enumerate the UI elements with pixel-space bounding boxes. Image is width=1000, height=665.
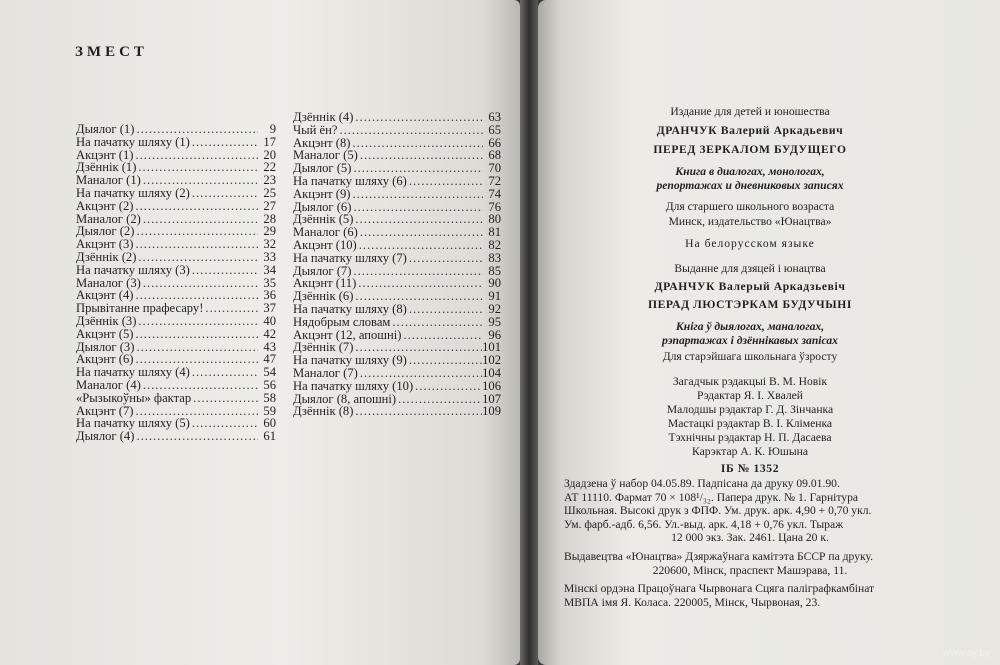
toc-entry-title: Акцэнт (3) bbox=[76, 237, 134, 252]
toc-entry bbox=[293, 124, 501, 137]
toc-entry-title: Акцэнт (2) bbox=[76, 198, 134, 213]
printer-line: Мінскі ордэна Працоўнага Чырвонага Сцяга паліграфкамбінат bbox=[564, 582, 875, 595]
toc-entry-page: 22 bbox=[263, 160, 276, 175]
toc-entry-leader bbox=[358, 367, 482, 380]
toc-entry bbox=[76, 123, 276, 136]
toc-entry-page: 70 bbox=[488, 161, 501, 176]
toc-entry-leader bbox=[358, 226, 483, 239]
toc-entry-page: 68 bbox=[488, 148, 501, 163]
toc-entry-title: Дзённік (4) bbox=[293, 110, 354, 124]
toc-entry-title: Дзённік (7) bbox=[293, 340, 354, 355]
by-title: ПЕРАД ЛЮСТЭРКАМ БУДУЧЫНІ bbox=[647, 298, 852, 311]
toc-entry-page: 43 bbox=[263, 339, 276, 354]
toc-entry-page: 36 bbox=[263, 288, 276, 303]
toc-entry-page: 32 bbox=[263, 237, 276, 252]
toc-entry-title: Дыялог (8, апошні) bbox=[293, 391, 397, 406]
toc-entry-title: Нядобрым словам bbox=[293, 314, 391, 329]
toc-entry-title: Акцэнт (7) bbox=[76, 403, 134, 418]
book-gutter bbox=[520, 0, 538, 665]
printer-line: МВПА імя Я. Коласа. 220005, Мінск, Чырвоная, 23. bbox=[564, 595, 821, 609]
toc-entry-page: 23 bbox=[263, 173, 276, 188]
toc-entry-title: Акцэнт (5) bbox=[76, 326, 134, 341]
toc-entry-leader bbox=[356, 277, 483, 290]
toc-entry-page: 82 bbox=[488, 237, 501, 252]
toc-entry-leader bbox=[133, 200, 258, 213]
ru-language-line: На белорусском языке bbox=[685, 237, 815, 250]
toc-entry-title: Дыялог (2) bbox=[76, 224, 135, 239]
print-spec-line: Здадзена ў набор 04.05.89. Падпісана да друку 09.01.90. bbox=[564, 477, 840, 490]
toc-entry-page: 20 bbox=[263, 147, 276, 162]
toc-entry-leader bbox=[351, 265, 483, 278]
toc-entry bbox=[76, 379, 276, 392]
by-subtitle-line-1: Кніга ў дыялогах, маналогах, bbox=[675, 320, 825, 333]
toc-entry-page: 109 bbox=[482, 404, 501, 419]
ru-title: ПЕРЕД ЗЕРКАЛОМ БУДУЩЕГО bbox=[653, 143, 847, 156]
toc-entry bbox=[76, 136, 276, 149]
toc-entry-page: 101 bbox=[482, 340, 501, 355]
toc-entry-leader bbox=[190, 187, 258, 200]
toc-entry-leader bbox=[413, 380, 482, 393]
print-spec-line: АТ 11110. Фармат 70 × 108¹/₃₂. Папера друк. № 1. Гарнітура bbox=[564, 490, 859, 504]
toc-entry bbox=[76, 315, 276, 328]
toc-entry-leader bbox=[351, 201, 483, 214]
toc-entry-leader bbox=[136, 161, 258, 174]
toc-entry-leader bbox=[191, 392, 258, 405]
toc-entry bbox=[293, 367, 501, 380]
toc-entry-leader bbox=[141, 379, 258, 392]
toc-entry-leader bbox=[401, 329, 483, 342]
toc-entry-page: 96 bbox=[488, 327, 501, 342]
toc-entry-leader bbox=[353, 405, 482, 418]
toc-entry-title: «Рызыкоўны» фактар bbox=[76, 390, 192, 405]
toc-entry-title: Дыялог (1) bbox=[76, 122, 135, 136]
toc-entry-title: Дзённік (2) bbox=[76, 249, 137, 264]
toc-entry-title: Акцэнт (1) bbox=[76, 147, 134, 162]
toc-entry-page: 17 bbox=[263, 134, 276, 149]
toc-entry-title: Маналог (2) bbox=[76, 211, 141, 226]
toc-entry bbox=[76, 187, 276, 200]
toc-entry-page: 106 bbox=[482, 378, 501, 393]
toc-entry-page: 80 bbox=[488, 212, 501, 227]
toc-entry-title: Дзённік (5) bbox=[293, 212, 354, 227]
toc-entry-page: 54 bbox=[263, 365, 276, 380]
toc-entry-leader bbox=[203, 302, 258, 315]
ru-publisher-line: Минск, издательство «Юнацтва» bbox=[668, 215, 832, 228]
editor-line-5: Тэхнічны рэдактар Н. П. Дасаева bbox=[668, 431, 832, 444]
toc-entry bbox=[76, 264, 276, 277]
toc-entry-leader bbox=[407, 303, 483, 316]
printer-block bbox=[564, 582, 936, 609]
ru-author: ДРАНЧУК Валерий Аркадьевич bbox=[656, 124, 844, 137]
by-author: ДРАНЧУК Валерый Аркадзьевіч bbox=[654, 280, 846, 293]
editor-line-6: Карэктар А. К. Юшына bbox=[692, 445, 808, 458]
ru-age-line: Для старшего школьного возраста bbox=[665, 200, 835, 213]
toc-entry-page: 104 bbox=[482, 365, 501, 380]
toc-entry-title: На пачатку шляху (9) bbox=[293, 353, 407, 368]
toc-entry bbox=[76, 392, 276, 405]
toc-entry-leader bbox=[390, 316, 483, 329]
toc-entry-page: 92 bbox=[488, 301, 501, 316]
toc-entry-title: Акцэнт (4) bbox=[76, 288, 134, 303]
toc-entry-page: 63 bbox=[488, 110, 501, 124]
toc-entry-title: На пачатку шляху (3) bbox=[76, 262, 190, 277]
toc-entry-leader bbox=[133, 328, 258, 341]
toc-entry bbox=[293, 188, 501, 201]
toc-entry-page: 74 bbox=[488, 186, 501, 201]
toc-entry-title: Акцэнт (8) bbox=[293, 135, 351, 150]
toc-entry-title: Дзённік (1) bbox=[76, 160, 137, 175]
toc-entry-title: Дыялог (6) bbox=[293, 199, 352, 214]
toc-entry-page: 102 bbox=[482, 353, 501, 368]
ib-number: ІБ № 1352 bbox=[720, 462, 780, 475]
toc-entry-title: Акцэнт (12, апошні) bbox=[293, 327, 402, 342]
toc-entry-page: 59 bbox=[263, 403, 276, 418]
toc-entry-title: Дзённік (3) bbox=[76, 313, 137, 328]
toc-column-2 bbox=[293, 111, 501, 418]
toc-entry bbox=[293, 303, 501, 316]
toc-entry-leader bbox=[358, 149, 483, 162]
toc-entry-page: 27 bbox=[263, 198, 276, 213]
toc-entry-title: Дыялог (5) bbox=[293, 161, 352, 176]
toc-entry-leader bbox=[407, 354, 482, 367]
toc-entry-title: Маналог (5) bbox=[293, 148, 358, 163]
toc-entry-page: 35 bbox=[263, 275, 276, 290]
toc-entry-page: 42 bbox=[263, 326, 276, 341]
toc-entry-title: Маналог (3) bbox=[76, 275, 141, 290]
toc-entry-leader bbox=[141, 213, 258, 226]
ru-audience-line: Издание для детей и юношества bbox=[670, 105, 830, 118]
toc-entry-title: На пачатку шляху (6) bbox=[293, 173, 407, 188]
toc-entry-leader bbox=[134, 341, 258, 354]
toc-entry-page: 47 bbox=[263, 352, 276, 367]
toc-entry-leader bbox=[350, 137, 483, 150]
toc-entry-page: 91 bbox=[488, 289, 501, 304]
toc-entry-leader bbox=[141, 277, 258, 290]
toc-entry-title: На пачатку шляху (5) bbox=[76, 416, 190, 431]
toc-entry bbox=[293, 239, 501, 252]
toc-entry-page: 37 bbox=[263, 301, 276, 316]
toc-entry bbox=[293, 380, 501, 393]
toc-entry-title: На пачатку шляху (7) bbox=[293, 250, 407, 265]
toc-entry-leader bbox=[190, 264, 258, 277]
toc-entry-title: Маналог (6) bbox=[293, 225, 358, 240]
toc-column-1 bbox=[76, 123, 276, 443]
toc-entry bbox=[76, 430, 276, 443]
toc-entry bbox=[293, 111, 501, 124]
toc-entry-page: 29 bbox=[263, 224, 276, 239]
toc-entry-title: На пачатку шляху (1) bbox=[76, 134, 190, 149]
toc-entry-page: 76 bbox=[488, 199, 501, 214]
by-audience-line: Выданне для дзяцей і юнацтва bbox=[674, 262, 826, 275]
toc-entry-title: На пачатку шляху (10) bbox=[293, 378, 414, 393]
toc-entry-title: Дыялог (4) bbox=[76, 429, 135, 444]
toc-entry bbox=[293, 175, 501, 188]
toc-entry-title: На пачатку шляху (8) bbox=[293, 301, 407, 316]
toc-entry-leader bbox=[190, 417, 258, 430]
publisher-line: 220600, Мінск, праспект Машэрава, 11. bbox=[652, 563, 848, 577]
print-specs-block bbox=[564, 477, 936, 545]
toc-entry-leader bbox=[134, 123, 258, 136]
toc-entry-page: 90 bbox=[488, 276, 501, 291]
toc-entry-title: Акцэнт (10) bbox=[293, 237, 357, 252]
toc-entry-page: 81 bbox=[488, 225, 501, 240]
toc-entry-page: 107 bbox=[482, 391, 501, 406]
toc-entry-leader bbox=[357, 239, 483, 252]
contents-heading: ЗМЕСТ bbox=[75, 44, 148, 60]
toc-entry bbox=[293, 316, 501, 329]
ru-subtitle-line-1: Книга в диалогах, монологах, bbox=[675, 165, 825, 178]
toc-entry-leader bbox=[134, 225, 258, 238]
by-age-line: Для старэйшага школьнага ўзросту bbox=[662, 350, 838, 363]
by-subtitle-line-2: рэпартажах і дзённікавых запісах bbox=[662, 334, 838, 347]
publisher-line: Выдавецтва «Юнацтва» Дзяржаўнага камітэта БССР па друку. bbox=[564, 550, 873, 563]
toc-entry-leader bbox=[190, 136, 258, 149]
toc-entry-page: 72 bbox=[488, 173, 501, 188]
editor-line-2: Рэдактар Я. І. Хвалей bbox=[697, 389, 803, 402]
toc-entry-leader bbox=[134, 430, 258, 443]
toc-entry-title: На пачатку шляху (4) bbox=[76, 365, 190, 380]
toc-entry-page: 83 bbox=[488, 250, 501, 265]
toc-entry-leader bbox=[350, 188, 483, 201]
toc-entry-page: 66 bbox=[488, 135, 501, 150]
toc-entry-leader bbox=[133, 149, 258, 162]
toc-entry-title: На пачатку шляху (2) bbox=[76, 185, 190, 200]
toc-entry-title: Дыялог (3) bbox=[76, 339, 135, 354]
toc-entry-page: 9 bbox=[269, 122, 276, 136]
toc-entry-leader bbox=[396, 393, 482, 406]
toc-entry bbox=[76, 328, 276, 341]
ru-subtitle-line-2: репортажах и дневниковых записях bbox=[656, 179, 844, 192]
toc-entry bbox=[293, 252, 501, 265]
toc-entry bbox=[76, 200, 276, 213]
editor-line-4: Мастацкі рэдактар В. І. Кліменка bbox=[667, 417, 833, 430]
editor-line-1: Загадчык рэдакцыі В. М. Новік bbox=[672, 375, 828, 388]
print-spec-line: Ум. фарб.-адб. 6,56. Ул.-выд. арк. 4,18 + 0,76 укл. Тыраж bbox=[564, 517, 844, 531]
toc-entry-page: 34 bbox=[263, 262, 276, 277]
toc-entry-leader bbox=[133, 238, 258, 251]
toc-entry-page: 40 bbox=[263, 313, 276, 328]
watermark: www.ay.by bbox=[942, 648, 990, 659]
toc-entry-leader bbox=[190, 366, 258, 379]
toc-entry-page: 25 bbox=[263, 185, 276, 200]
toc-entry-page: 65 bbox=[488, 122, 501, 137]
toc-entry-title: Акцэнт (11) bbox=[293, 276, 357, 291]
print-spec-line: Школьная. Высокі друк з ФПФ. Ум. друк. арк. 4,90 + 0,70 укл. bbox=[564, 504, 872, 518]
toc-entry-title: Маналог (1) bbox=[76, 173, 141, 188]
toc-entry-page: 60 bbox=[263, 416, 276, 431]
toc-entry-leader bbox=[407, 252, 483, 265]
toc-entry-title: Маналог (4) bbox=[76, 377, 141, 392]
toc-entry-leader bbox=[353, 213, 483, 226]
toc-entry bbox=[293, 405, 501, 418]
toc-entry-title: Чый ён? bbox=[293, 122, 338, 137]
toc-entry-page: 28 bbox=[263, 211, 276, 226]
toc-entry-title: Акцэнт (6) bbox=[76, 352, 134, 367]
toc-entry bbox=[76, 251, 276, 264]
editor-line-3: Малодшы рэдактар Г. Д. Зінчанка bbox=[666, 403, 834, 416]
toc-entry-title: Акцэнт (9) bbox=[293, 186, 351, 201]
toc-entry-title: Маналог (7) bbox=[293, 365, 358, 380]
publisher-block bbox=[564, 550, 936, 577]
toc-entry-title: Дыялог (7) bbox=[293, 263, 352, 278]
toc-entry-page: 95 bbox=[488, 314, 501, 329]
toc-entry-page: 85 bbox=[488, 263, 501, 278]
toc-entry-title: Дзённік (8) bbox=[293, 404, 354, 419]
toc-entry-page: 56 bbox=[263, 377, 276, 392]
toc-entry-leader bbox=[337, 124, 483, 137]
toc-entry-leader bbox=[136, 251, 258, 264]
toc-entry-page: 61 bbox=[263, 429, 276, 444]
print-spec-line: 12 000 экз. Зак. 2461. Цана 20 к. bbox=[671, 531, 829, 545]
toc-entry-leader bbox=[353, 111, 483, 124]
toc-entry-title: Прывітанне прафесару! bbox=[76, 301, 204, 316]
toc-entry-leader bbox=[407, 175, 483, 188]
toc-entry-page: 58 bbox=[263, 390, 276, 405]
toc-entry-title: Дзённік (6) bbox=[293, 289, 354, 304]
toc-entry-page: 33 bbox=[263, 249, 276, 264]
toc-entry-leader bbox=[136, 315, 258, 328]
